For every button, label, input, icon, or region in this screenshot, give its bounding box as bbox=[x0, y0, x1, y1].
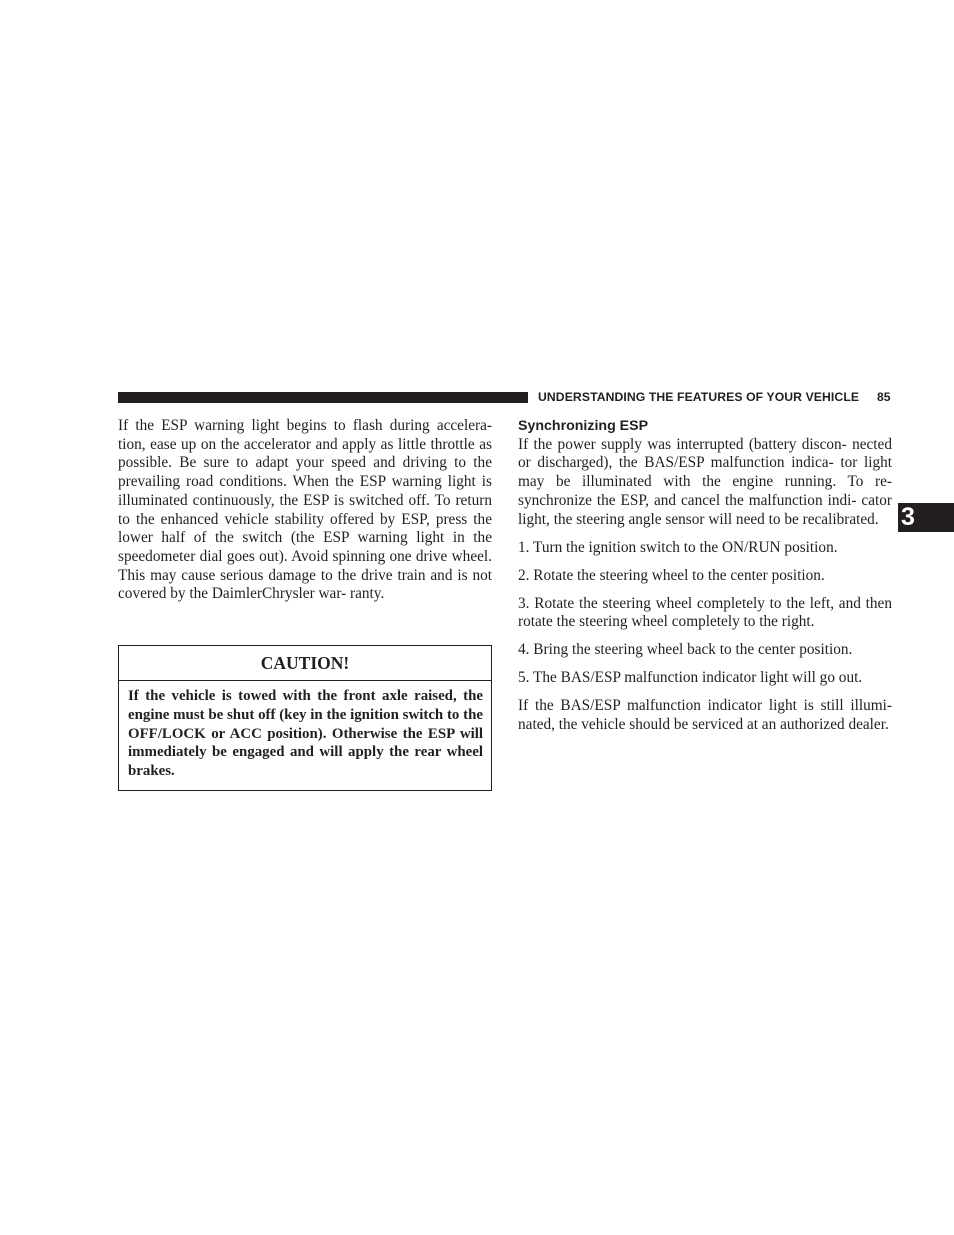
intro-paragraph: If the power supply was interrupted (battery discon- nected or discharged), the BAS/ESP malfunction indica- tor light may be illuminated with the engine running. To re-synchronize the ESP, and cancel the malfunction indi- cator light, the steering angle sensor will need to be recalibrated. bbox=[518, 435, 892, 528]
section-heading: Synchronizing ESP bbox=[518, 418, 649, 434]
caution-text: If the vehicle is towed with the front axle raised, the engine must be shut off (key in the ignition switch to the OFF/LOCK or ACC position). Otherwise the ESP will immediately be engaged and will apply the rear wheel brakes. bbox=[128, 688, 483, 780]
chapter-tab: 3 bbox=[898, 503, 954, 532]
right-column bbox=[518, 417, 892, 735]
left-column bbox=[118, 417, 492, 604]
caution-box bbox=[118, 645, 492, 791]
step-item: 2. Rotate the steering wheel to the center position. bbox=[518, 566, 825, 584]
caution-title: CAUTION! bbox=[119, 646, 491, 681]
closing-paragraph: If the BAS/ESP malfunction indicator light is still illumi- nated, the vehicle should be serviced at an authorized dealer. bbox=[518, 697, 892, 733]
step-item: 1. Turn the ignition switch to the ON/RUN position. bbox=[518, 538, 838, 556]
header-rule bbox=[118, 392, 528, 403]
step-item: 4. Bring the steering wheel back to the center position. bbox=[518, 641, 853, 659]
step-item: 5. The BAS/ESP malfunction indicator light will go out. bbox=[518, 669, 863, 687]
page-number: 85 bbox=[877, 390, 891, 404]
esp-warning-paragraph: If the ESP warning light begins to flash during accelera- tion, ease up on the accelerator and apply as little throttle as possible. Be sure to adapt your speed and driving to the prevailing road conditions. When the ESP warning light is illuminated continuously, the ESP is switched off. To return to the enhanced vehicle stability offered by ESP, press the lower half of the switch (the ESP warning light in the speedometer dial goes out). Avoid spinning one drive wheel. This may cause serious damage to the drive train and is not covered by the DaimlerChrysler war- ranty. bbox=[118, 417, 492, 603]
step-item: 3. Rotate the steering wheel completely to the left, and then rotate the steering wheel completely to the right. bbox=[518, 594, 892, 631]
section-header-title: UNDERSTANDING THE FEATURES OF YOUR VEHICLE bbox=[538, 390, 860, 404]
